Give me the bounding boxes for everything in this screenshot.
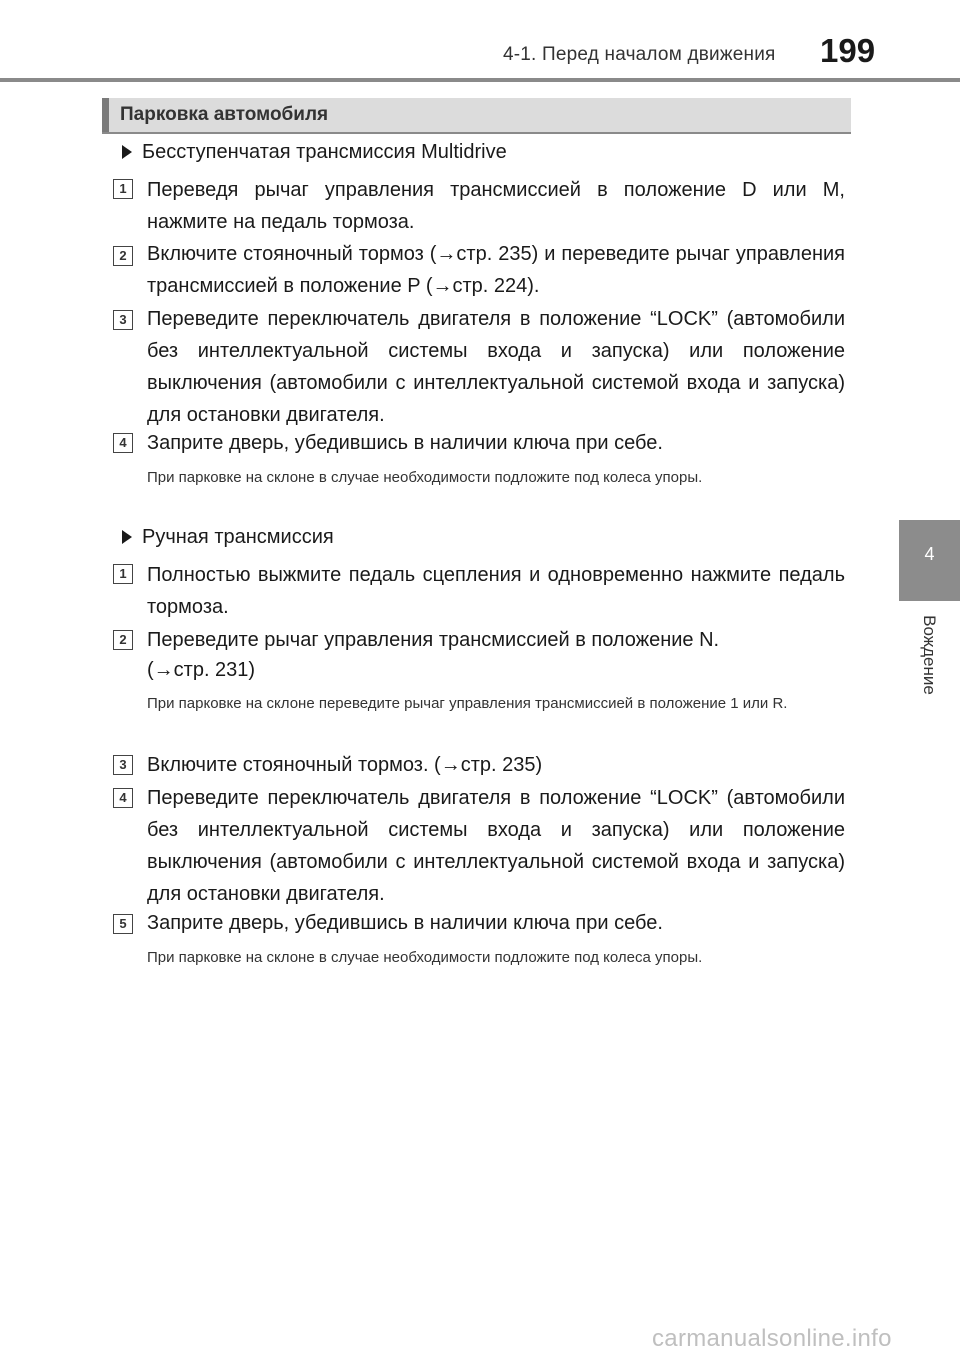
step-number: 1	[113, 564, 133, 584]
manual-heading	[122, 526, 334, 549]
step-text: Включите стояночный тормоз (→стр. 235) и переведите рычаг управления трансмиссией в положение P (→стр. 224).	[147, 243, 845, 297]
step-note: При парковке на склоне в случае необходимости подложите под колеса упоры.	[147, 949, 703, 966]
manual-heading-text: Ручная трансмиссия	[142, 526, 334, 548]
multidrive-heading	[122, 141, 507, 164]
running-header: 4-1. Перед началом движения	[503, 44, 776, 65]
step-text: Полностью выжмите педаль сцепления и одновременно нажмите педаль тормоза.	[147, 564, 845, 618]
step-text: Переведите рычаг управления трансмиссией в положение N.	[147, 629, 720, 651]
step-number: 3	[113, 310, 133, 330]
header-divider	[0, 78, 960, 82]
step-number: 4	[113, 433, 133, 453]
step-number: 4	[113, 788, 133, 808]
watermark: carmanualsonline.info	[652, 1325, 892, 1352]
chapter-tab	[899, 520, 960, 601]
step-text: Заприте дверь, убедившись в наличии ключа при себе.	[147, 912, 663, 934]
step-note: При парковке на склоне переведите рычаг управления трансмиссией в положение 1 или R.	[147, 695, 788, 712]
section-accent	[102, 98, 109, 132]
step-text: Переведя рычаг управления трансмиссией в положение D или M, нажмите на педаль тормоза.	[147, 179, 845, 233]
step-number: 2	[113, 246, 133, 266]
step-text: Включите стояночный тормоз. (→стр. 235)	[147, 754, 543, 776]
step-number: 2	[113, 630, 133, 650]
step-number: 3	[113, 755, 133, 775]
step-number: 1	[113, 179, 133, 199]
step-number: 5	[113, 914, 133, 934]
step-note: При парковке на склоне в случае необходимости подложите под колеса упоры.	[147, 469, 703, 486]
section-title: Парковка автомобиля	[120, 104, 329, 125]
step-text: Переведите переключатель двигателя в положение “LOCK” (автомобили без интеллектуальной системы входа и запуска) или положение выключения (автомобили с интеллектуальной системой входа и запуска) для остановки двигателя.	[147, 787, 845, 905]
triangle-bullet-icon	[122, 530, 132, 544]
section-heading-bar	[102, 98, 851, 134]
step-text: Переведите переключатель двигателя в положение “LOCK” (автомобили без интеллектуальной системы входа и запуска) или положение выключения (автомобили с интеллектуальной системой входа и запуска) для остановки двигателя.	[147, 308, 845, 426]
chapter-label: Вождение	[920, 615, 939, 695]
step-text-continued: (→стр. 231)	[147, 659, 256, 681]
chapter-number: 4	[924, 544, 935, 564]
triangle-bullet-icon	[122, 145, 132, 159]
page-number: 199	[820, 32, 876, 69]
step-text: Заприте дверь, убедившись в наличии ключа при себе.	[147, 432, 663, 454]
multidrive-heading-text: Бесступенчатая трансмиссия Multidrive	[142, 141, 507, 163]
